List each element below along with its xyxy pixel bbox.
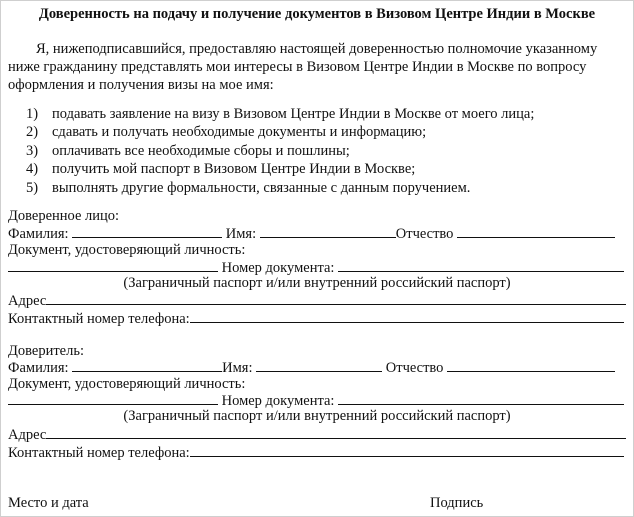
list-item: 5) выполнять другие формальности, связанные с данным поручением. [26,179,471,196]
intro-line: оформления и получения визы на мое имя: [8,77,274,93]
proxy-phone-row [8,310,624,328]
name-label: Имя: [225,226,257,242]
list-item: 1) подавать заявление на визу в Визовом Центре Индии в Москве от моего лица; [26,106,535,122]
phone-field[interactable] [190,310,624,323]
list-item: 4) получить мой паспорт в Визовом Центре Индии в Москве; [26,161,416,178]
list-item: 3) оплачивать все необходимые сборы и пошлины; [26,142,350,159]
intro-paragraph [8,40,628,94]
list-item: 2) сдавать и получать необходимые документы и информацию; [26,124,427,141]
principal-address-row [8,426,626,444]
patronymic-field[interactable] [447,359,615,372]
name-label: Имя: [222,360,253,376]
phone-field[interactable] [190,444,624,457]
id-doc-field[interactable] [8,259,218,272]
id-doc-field[interactable] [8,392,218,405]
doc-number-label: Номер документа: [221,393,335,409]
powers-list [26,105,534,197]
proxy-passport-note: (Заграничный паспорт и/или внутренний российский паспорт) [123,275,511,291]
patronymic-label: Отчество [385,360,444,376]
surname-label: Фамилия: [8,360,69,376]
principal-name-row [8,359,615,377]
address-field[interactable] [46,292,626,305]
proxy-name-row [8,225,615,243]
doc-number-label: Номер документа: [221,260,335,276]
place-date-label: Место и дата [8,495,89,511]
principal-id-doc-label: Документ, удостоверяющий личность: [8,376,246,392]
surname-field[interactable] [72,359,222,372]
surname-label: Фамилия: [8,226,69,242]
address-label: Адрес [8,427,47,443]
intro-line: Я, нижеподписавшийся, предоставляю настоящей доверенностью полномочие указанному [36,41,598,57]
phone-label: Контактный номер телефона: [8,445,190,461]
proxy-id-doc-label: Документ, удостоверяющий личность: [8,242,246,258]
document-title: Доверенность на подачу и получение документов в Визовом Центре Индии в Москве [38,6,596,22]
proxy-heading: Доверенное лицо: [8,208,120,224]
doc-number-field[interactable] [338,259,624,272]
patronymic-field[interactable] [457,225,615,238]
proxy-address-row [8,292,626,310]
surname-field[interactable] [72,225,222,238]
doc-number-field[interactable] [338,392,624,405]
address-label: Адрес [8,293,47,309]
phone-label: Контактный номер телефона: [8,311,190,327]
name-field[interactable] [260,225,396,238]
address-field[interactable] [46,426,626,439]
patronymic-label: Отчество [395,226,454,242]
principal-passport-note: (Заграничный паспорт и/или внутренний российский паспорт) [123,408,511,424]
name-field[interactable] [256,359,382,372]
signature-label: Подпись [430,495,484,511]
intro-line: ниже гражданину представлять мои интересы в Визовом Центре Индии в Москве по вопросу [8,59,587,75]
principal-phone-row [8,444,624,462]
principal-heading: Доверитель: [8,343,84,359]
